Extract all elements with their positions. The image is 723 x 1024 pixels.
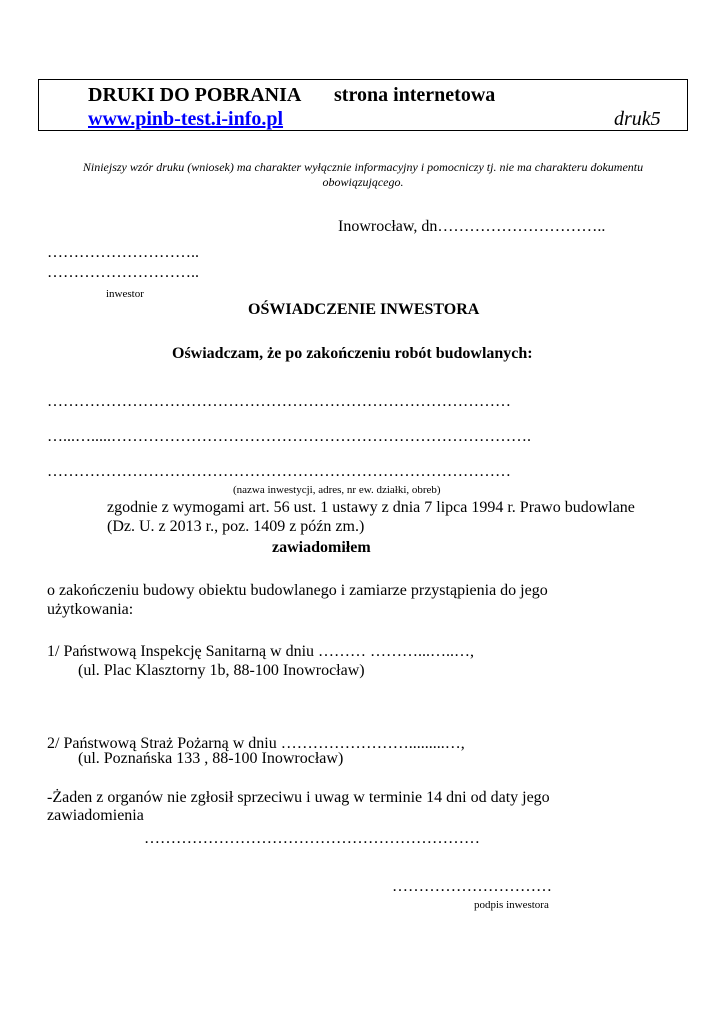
- header-title: DRUKI DO POBRANIA: [88, 84, 302, 106]
- work-caption: (nazwa inwestycji, adres, nr ew. działki, obreb): [233, 484, 441, 496]
- no-objection-dots[interactable]: ………………………………………………………: [144, 830, 480, 847]
- legal-basis-line-1: zgodnie z wymogami art. 56 ust. 1 ustawy z dnia 7 lipca 1994 r. Prawo budowlane: [107, 499, 635, 516]
- legal-basis-line-2: (Dz. U. z 2013 r., poz. 1409 z późn zm.): [107, 518, 365, 535]
- form-code: druk5: [614, 108, 661, 130]
- notified-label: zawiadomiłem: [272, 539, 371, 556]
- work-line-1[interactable]: ……………………………………………………………………………: [47, 393, 511, 410]
- item-fire-brigade[interactable]: 2/ Państwową Straż Pożarną w dniu …………………….........…,: [47, 735, 465, 752]
- investor-label: inwestor: [106, 288, 144, 300]
- place-date-field[interactable]: Inowrocław, dn…………………………..: [338, 218, 606, 235]
- header-subtitle: strona internetowa: [334, 84, 496, 106]
- work-line-2[interactable]: …...….....…………………………………………………………………….: [47, 428, 531, 445]
- work-line-3[interactable]: ……………………………………………………………………………: [47, 463, 511, 480]
- completion-line-2: użytkowania:: [47, 601, 134, 618]
- completion-line-1: o zakończeniu budowy obiektu budowlanego i zamiarze przystąpienia do jego: [47, 582, 548, 599]
- no-objection-line-1: -Żaden z organów nie zgłosił sprzeciwu i uwag w terminie 14 dni od daty jego: [47, 789, 550, 806]
- disclaimer-text: Niniejszy wzór druku (wniosek) ma charakter wyłącznie informacyjny i pomocniczy tj. nie ma charakteru dokumentu obowiązującego.: [82, 160, 644, 189]
- declaration-intro: Oświadczam, że po zakończeniu robót budowlanych:: [172, 345, 533, 362]
- investor-line-2[interactable]: ………………………..: [47, 264, 199, 281]
- no-objection-line-2: zawiadomienia: [47, 807, 144, 824]
- item-sanitary-address: (ul. Plac Klasztorny 1b, 88-100 Inowrocław): [78, 662, 365, 679]
- investor-line-1[interactable]: ………………………..: [47, 244, 199, 261]
- signature-label: podpis inwestora: [474, 899, 549, 911]
- item-fire-address: (ul. Poznańska 133 , 88-100 Inowrocław): [78, 750, 344, 767]
- item-sanitary-inspection[interactable]: 1/ Państwową Inspekcję Sanitarną w dniu ……… ………...…..…,: [47, 643, 475, 660]
- website-link[interactable]: www.pinb-test.i-info.pl: [88, 108, 284, 130]
- document-title: OŚWIADCZENIE INWESTORA: [248, 301, 480, 318]
- signature-line[interactable]: …………………………: [392, 878, 552, 895]
